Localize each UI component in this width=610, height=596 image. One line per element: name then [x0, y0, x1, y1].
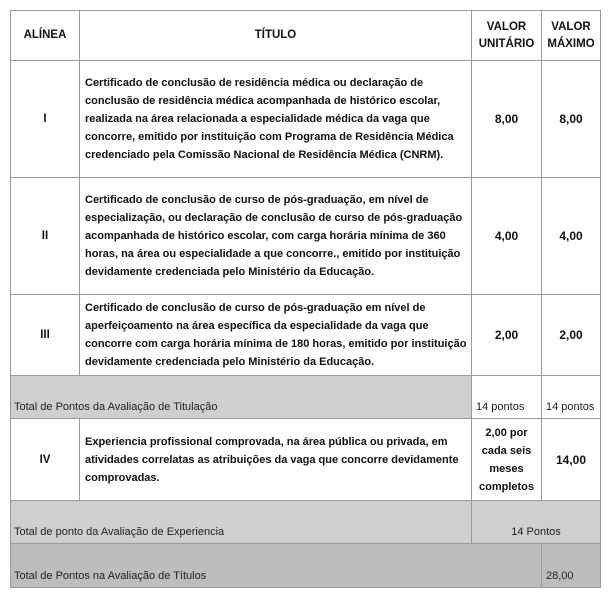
row-valor-unitario: 8,00	[472, 61, 542, 178]
row-alinea: II	[11, 178, 80, 295]
row-alinea: III	[11, 295, 80, 376]
header-alinea: ALÍNEA	[11, 11, 80, 61]
scoring-table	[10, 10, 601, 588]
header-valor-unitario-line2: UNITÁRIO	[478, 37, 535, 50]
total-titulacao-valor-unitario: 14 pontos	[472, 376, 542, 419]
total-titulacao-valor-maximo: 14 pontos	[542, 376, 601, 419]
table-row	[11, 61, 601, 178]
row-valor-unitario	[472, 419, 542, 501]
total-titulacao-row	[11, 376, 601, 419]
total-titulos-label: Total de Pontos na Avaliação de Títulos	[11, 544, 542, 588]
total-titulos-row	[11, 544, 601, 588]
row-valor-maximo: 14,00	[542, 419, 601, 501]
header-row	[11, 11, 601, 61]
row-titulo: Certificado de conclusão de residência médica ou declaração de conclusão de residência médica acompanhada de histórico escolar, realizada na área relacionada a especialidade médica da vaga que concorre, emitido por instituição com Programa de Residência Médica credenciado pela Comissão Nacional de Residência Médica (CNRM).	[80, 61, 472, 178]
header-valor-unitario-line1: VALOR	[486, 20, 527, 33]
header-valor-maximo	[542, 11, 601, 61]
row-valor-maximo: 2,00	[542, 295, 601, 376]
row-valor-maximo: 8,00	[542, 61, 601, 178]
valor-unitario-line3: meses	[489, 462, 524, 475]
total-titulacao-label: Total de Pontos da Avaliação de Titulação	[11, 376, 472, 419]
row-valor-maximo: 4,00	[542, 178, 601, 295]
row-titulo: Experiencia profissional comprovada, na área pública ou privada, em atividades correlatas as atribuições da vaga que concorre devidamente comprovadas.	[80, 419, 472, 501]
total-titulos-valor: 28,00	[542, 544, 601, 588]
row-titulo: Certificado de conclusão de curso de pós-graduação, em nível de especialização, ou declaração de conclusão de curso de pós-graduação acompanhada de histórico escolar, com carga horária mínima de 360 horas, na área ou especialidade a que concorre., emitido por instituição devidamente credenciada pelo Ministério da Educação.	[80, 178, 472, 295]
header-valor-maximo-line2: MÁXIMO	[547, 37, 595, 50]
row-valor-unitario: 2,00	[472, 295, 542, 376]
table-row	[11, 178, 601, 295]
row-titulo: Certificado de conclusão de curso de pós-graduação em nível de aperfeiçoamento na área específica da especialidade da vaga que concorre com carga horária mínima de 180 horas, emitido por instituição devidamente credenciada pelo Ministério da Educação.	[80, 295, 472, 376]
header-valor-maximo-line1: VALOR	[551, 20, 591, 33]
header-titulo: TÍTULO	[80, 11, 472, 61]
total-experiencia-valor: 14 Pontos	[472, 501, 601, 544]
row-alinea: I	[11, 61, 80, 178]
valor-unitario-line2: cada seis	[481, 444, 532, 457]
valor-unitario-line4: completos	[478, 480, 534, 493]
table-row	[11, 295, 601, 376]
total-experiencia-row	[11, 501, 601, 544]
table-row	[11, 419, 601, 501]
valor-unitario-line1: 2,00 por	[485, 426, 528, 439]
header-valor-unitario	[472, 11, 542, 61]
total-experiencia-label: Total de ponto da Avaliação de Experiencia	[11, 501, 472, 544]
row-valor-unitario: 4,00	[472, 178, 542, 295]
row-alinea: IV	[11, 419, 80, 501]
